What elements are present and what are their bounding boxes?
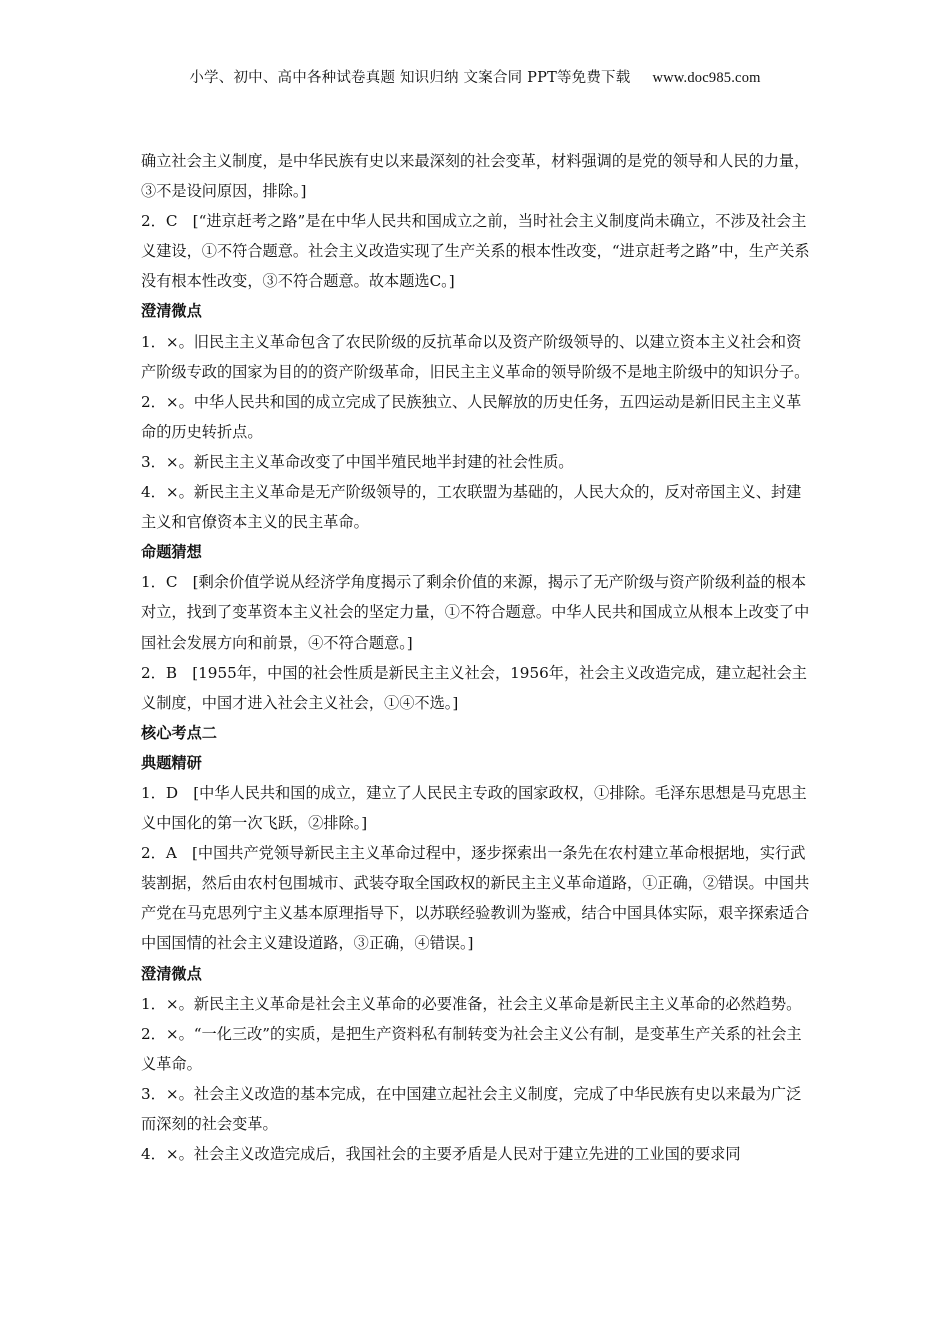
answer-item: 2．×。中华人民共和国的成立完成了民族独立、人民解放的历史任务，五四运动是新旧民主主义革命的历史转折点。 xyxy=(141,392,802,441)
section-heading: 命题猜想 xyxy=(141,543,202,562)
paragraph: 确立社会主义制度，是中华民族有史以来最深刻的社会变革，材料强调的是党的领导和人民的力量，③不是设问原因，排除。] xyxy=(141,152,810,201)
answer-item: 1．D [中华人民共和国的成立，建立了人民民主专政的国家政权，①排除。毛泽东思想是马克思主义中国化的第一次飞跃，②排除。] xyxy=(141,783,807,833)
answer-item: 2．B [1955年，中国的社会性质是新民主主义社会，1956年，社会主义改造完成，建立起社会主义制度，中国才进入社会主义社会，①④不选。] xyxy=(141,663,807,712)
section-heading: 典题精研 xyxy=(141,753,202,772)
section-heading: 核心考点二 xyxy=(141,723,217,742)
answer-item: 1．×。旧民主主义革命包含了农民阶级的反抗革命以及资产阶级领导的、以建立资本主义社会和资产阶级专政的国家为目的的资产阶级革命，旧民主主义革命的领导阶级不是地主阶级中的知识分子。 xyxy=(141,332,810,381)
section-heading: 澄清微点 xyxy=(141,302,202,321)
answer-item: 3．×。新民主主义革命改变了中国半殖民地半封建的社会性质。 xyxy=(141,452,574,471)
answer-item: 3．×。社会主义改造的基本完成，在中国建立起社会主义制度，完成了中华民族有史以来最为广泛而深刻的社会变革。 xyxy=(141,1084,802,1133)
answer-item: 1．×。新民主主义革命是社会主义革命的必要准备，社会主义革命是新民主主义革命的必然趋势。 xyxy=(141,994,802,1013)
page-header xyxy=(0,66,950,87)
answer-item: 4．×。新民主主义革命是无产阶级领导的，工农联盟为基础的，人民大众的，反对帝国主义、封建主义和官僚资本主义的民主革命。 xyxy=(141,483,802,532)
answer-item: 4．×。社会主义改造完成后，我国社会的主要矛盾是人民对于建立先进的工业国的要求同 xyxy=(141,1145,741,1164)
answer-item: 2．A [中国共产党领导新民主主义革命过程中，逐步探索出一条先在农村建立革命根据地，实行武装割据，然后由农村包围城市、武装夺取全国政权的新民主主义革命道路，①正确，②错误。中国共产党在马克思列宁主义基本原理指导下，以苏联经验教训为鉴戒，结合中国具体实际，艰辛探索适合中国国情的社会主义建设道路，③正确，④错误。] xyxy=(141,844,810,953)
answer-item: 2．C [“进京赶考之路”是在中华人民共和国成立之前，当时社会主义制度尚未确立，不涉及社会主义建设，①不符合题意。社会主义改造实现了生产关系的根本性改变，“进京赶考之路”中，生产关系没有根本性改变，③不符合题意。故本题选C。] xyxy=(141,212,810,291)
header-text: 小学、初中、高中各种试卷真题 知识归纳 文案合同 PPT等免费下载 xyxy=(189,70,631,86)
answer-content xyxy=(141,146,813,1169)
answer-item: 2．×。“一化三改”的实质，是把生产资料私有制转变为社会主义公有制，是变革生产关系的社会主义革命。 xyxy=(141,1024,802,1073)
header-site: www.doc985.com xyxy=(652,70,761,86)
answer-item: 1．C [剩余价值学说从经济学角度揭示了剩余价值的来源，揭示了无产阶级与资产阶级利益的根本对立，找到了变革资本主义社会的坚定力量，①不符合题意。中华人民共和国成立从根本上改变了中国社会发展方向和前景，④不符合题意。] xyxy=(141,573,810,652)
section-heading: 澄清微点 xyxy=(141,964,202,983)
